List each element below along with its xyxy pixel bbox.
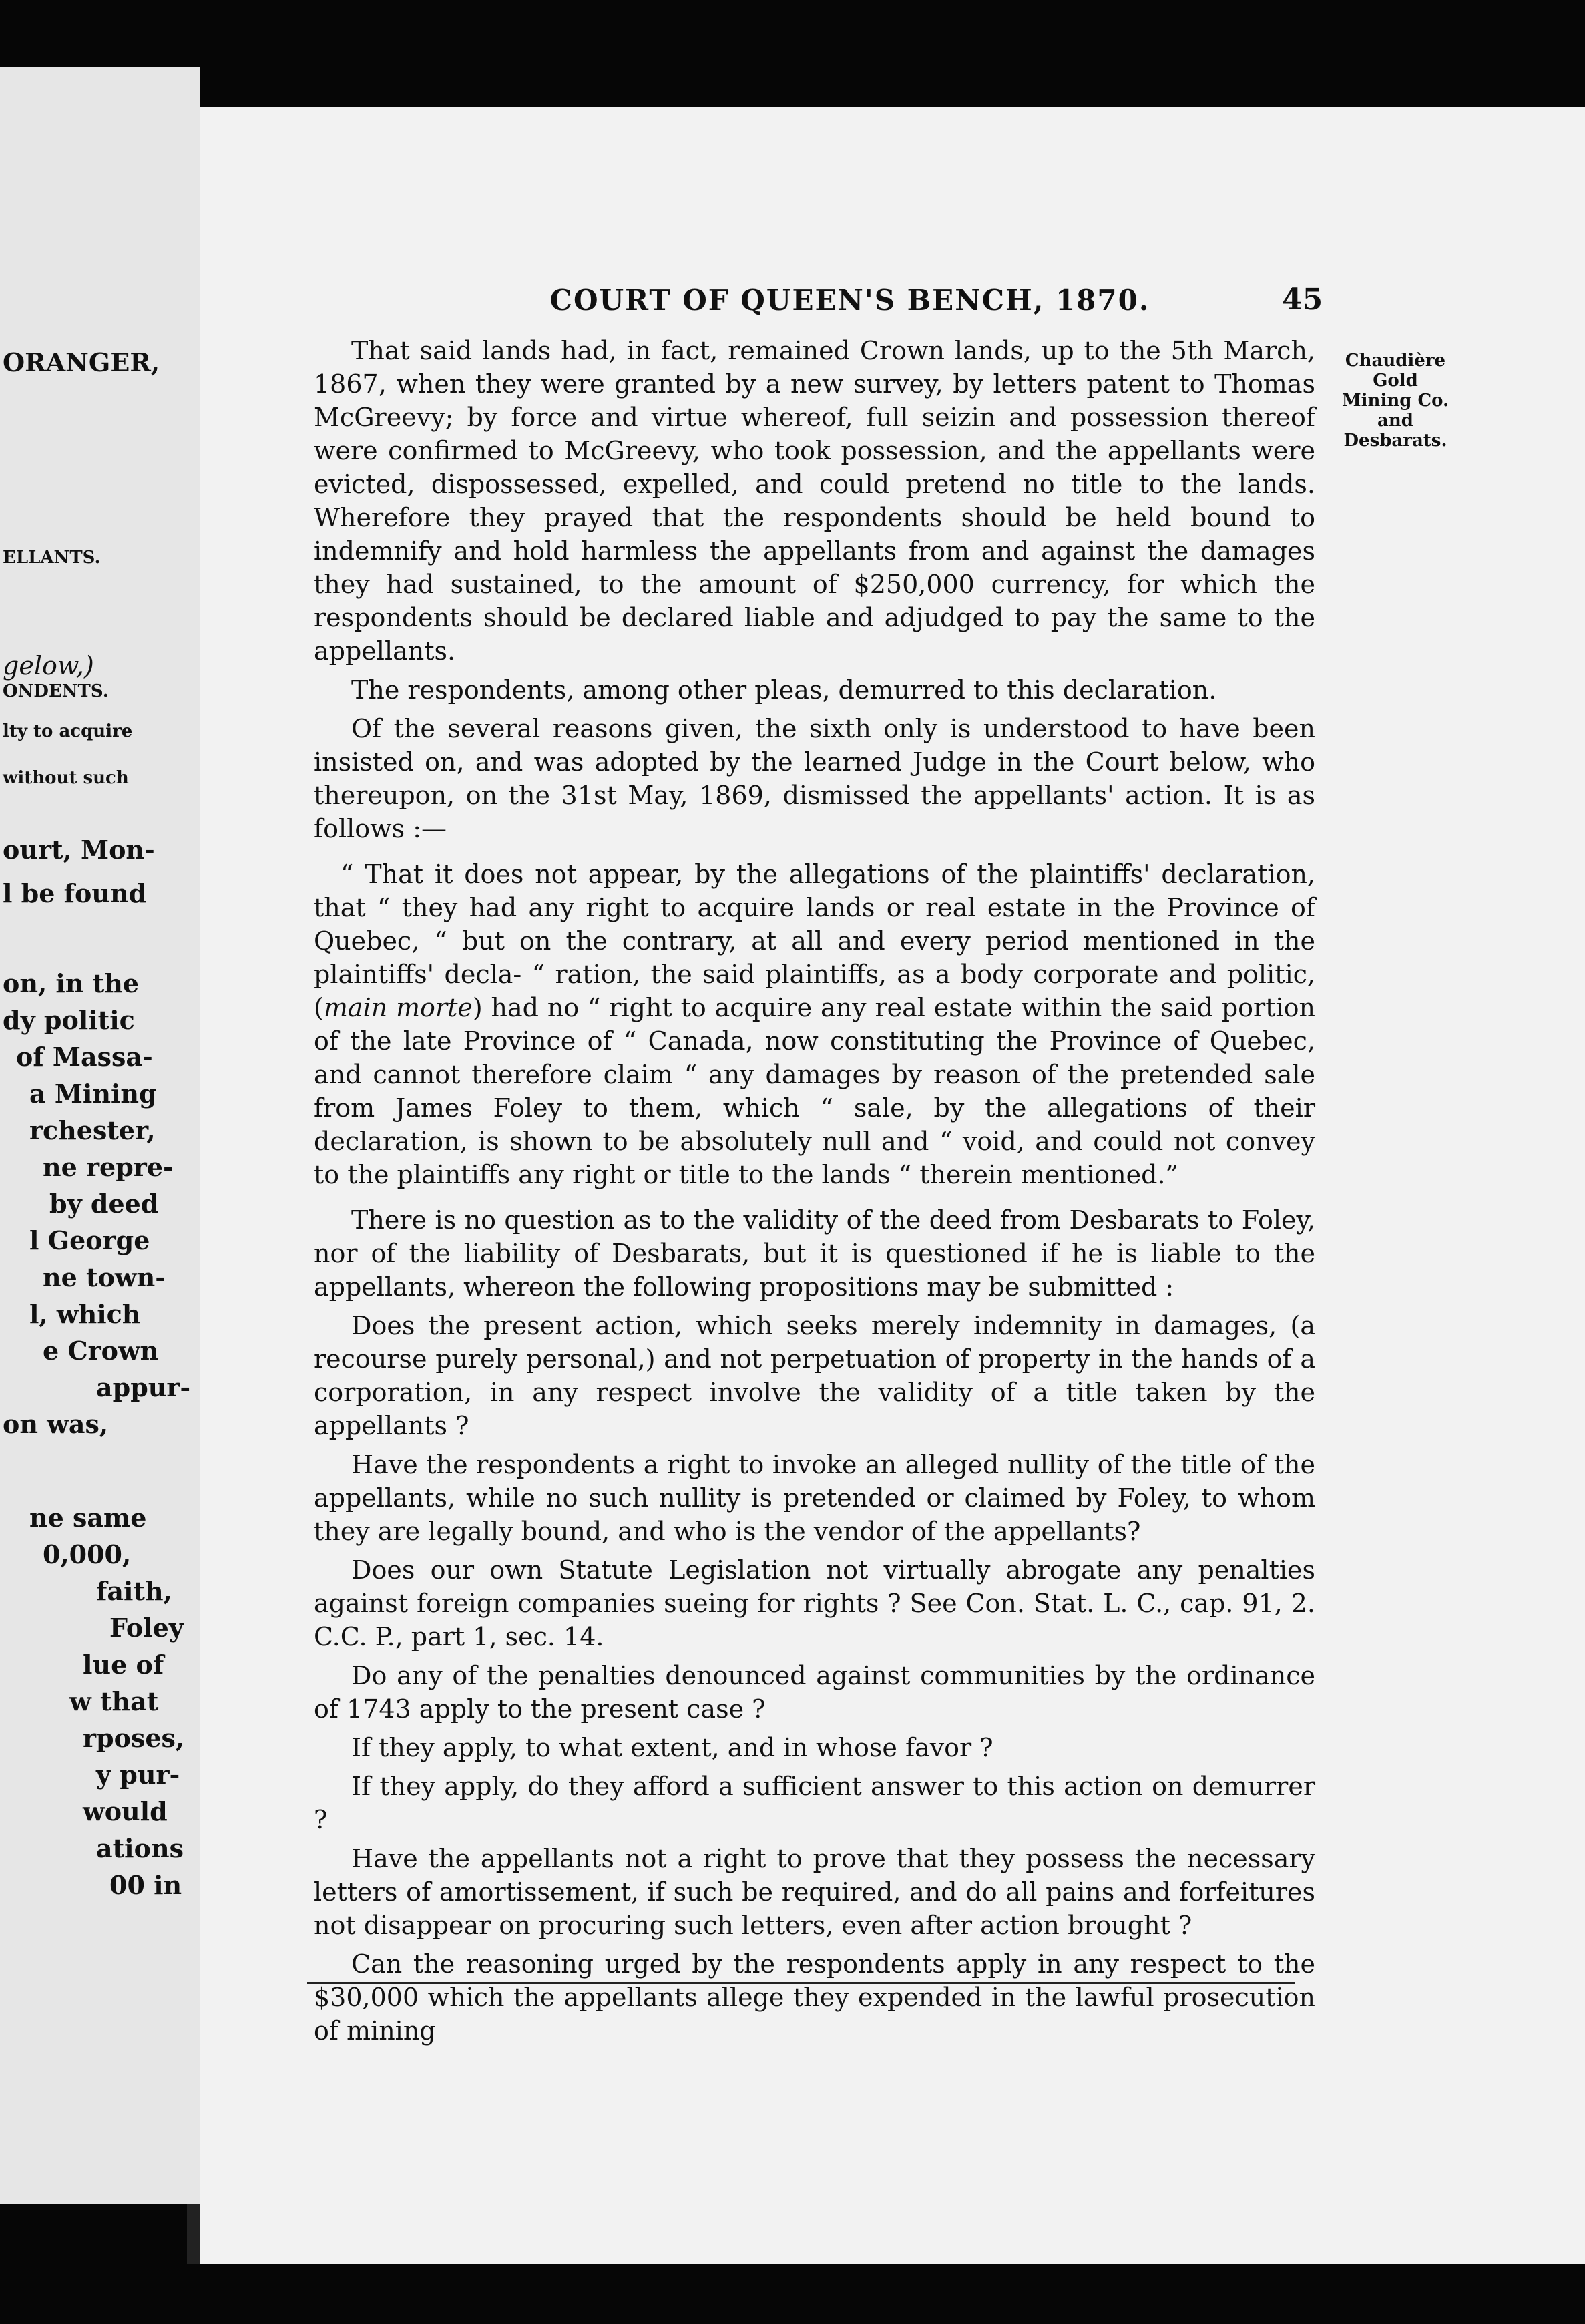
left-page-text: ONDENTS. bbox=[3, 681, 109, 701]
left-page-text: a Mining bbox=[29, 1079, 157, 1109]
left-page-text: y pur- bbox=[96, 1760, 180, 1790]
left-page-text: l be found bbox=[3, 878, 147, 908]
paragraph: Do any of the penalties denounced against communities by the ordinance of 1743 apply to the present case ? bbox=[314, 1661, 1315, 1724]
paragraph: Does the present action, which seeks merely indemnity in damages, (a recourse purely personal,) and not perpetuation of property in the hands of a corporation, in any respect involve the validity of a title taken by the appellants ? bbox=[314, 1311, 1315, 1440]
paragraph: Have the appellants not a right to prove that they possess the necessary letters of amortissement, if such be required, and do all pains and forfeitures not disappear on procuring such letters, even after action brought ? bbox=[314, 1844, 1315, 1940]
page-number: 45 bbox=[1282, 282, 1323, 317]
quote-text: ) had no “ right to acquire any real estate within the said portion of the late Province of “ Canada, now constituting the Province of Quebec, and cannot therefore claim “ any damages by reason of the pretended sale from James Foley to them, which “ sale, by the allegations of their declaration, is shown to be absolutely null and “ void, and could not convey to the plaintiffs any right or title to the lands “ therein mentioned.” bbox=[314, 993, 1315, 1189]
paragraph: Of the several reasons given, the sixth only is understood to have been insisted on, and was adopted by the learned Judge in the Court below, who thereupon, on the 31st May, 1869, dismissed the appellants' action. It is as follows :— bbox=[314, 714, 1315, 843]
quote-text: “ That it does not appear, by the allegations of the plaintiffs' declaration, that “ they had any right to acquire lands or real estate in the Province of Quebec, “ but on the contrary, at all and every period mentioned in the plaintiffs' decla- “ ration, the said plaintiffs, as a body corporate and politic, ( bbox=[314, 859, 1315, 1022]
left-page-text: e Crown bbox=[43, 1336, 159, 1366]
left-page-text: lty to acquire bbox=[3, 721, 133, 741]
paragraph: If they apply, to what extent, and in whose favor ? bbox=[351, 1733, 993, 1762]
left-page-text: ne repre- bbox=[43, 1152, 174, 1182]
left-page-text: l, which bbox=[29, 1299, 141, 1329]
paragraph: The respondents, among other pleas, demurred to this declaration. bbox=[351, 675, 1217, 705]
margin-note-line: Desbarats. bbox=[1343, 431, 1447, 451]
main-page bbox=[200, 107, 1585, 2264]
strike-rule bbox=[307, 1982, 1295, 1984]
left-page-text: Foley bbox=[109, 1613, 184, 1643]
left-page-text: dy politic bbox=[3, 1005, 135, 1035]
margin-note-line: Mining Co. bbox=[1341, 391, 1449, 411]
left-page-text: on, in the bbox=[3, 968, 140, 998]
left-page-text: ne same bbox=[29, 1503, 147, 1533]
left-page-fragment bbox=[0, 67, 200, 2204]
margin-note bbox=[1322, 351, 1469, 451]
left-page-text: gelow,) bbox=[3, 651, 94, 681]
margin-note-line: Chaudière Gold bbox=[1345, 351, 1446, 391]
body-text bbox=[314, 334, 1315, 2053]
left-page-text: ELLANTS. bbox=[3, 548, 101, 568]
paragraph: There is no question as to the validity of the deed from Desbarats to Foley, nor of the liability of Desbarats, but it is questioned if he is liable to the appellants, whereon the following propositions may be submitted : bbox=[314, 1205, 1315, 1302]
left-page-text: would bbox=[83, 1796, 168, 1826]
paragraph: Can the reasoning urged by the respondents apply in any respect to the $30,000 which the appellants allege they expended in the lawful prosecution of mining bbox=[314, 1949, 1315, 2046]
paragraph: If they apply, do they afford a sufficient answer to this action on demurrer ? bbox=[314, 1772, 1315, 1834]
left-page-text: ORANGER, bbox=[3, 347, 160, 377]
left-page-text: faith, bbox=[96, 1576, 172, 1606]
left-page-text: 0,000, bbox=[43, 1539, 132, 1569]
left-page-text: ne town- bbox=[43, 1262, 166, 1292]
left-page-text: lue of bbox=[83, 1650, 164, 1680]
left-page-text: l George bbox=[29, 1225, 150, 1255]
left-page-text: ations bbox=[96, 1833, 184, 1863]
left-page-text: appur- bbox=[96, 1372, 191, 1402]
quote-italic-term: main morte bbox=[323, 993, 473, 1022]
left-page-text: ourt, Mon- bbox=[3, 835, 155, 865]
paragraph: Does our own Statute Legislation not virtually abrogate any penalties against foreign companies sueing for rights ? See Con. Stat. L. C., cap. 91, 2. C.C. P., part 1, sec. 14. bbox=[314, 1555, 1315, 1652]
left-page-text: of Massa- bbox=[16, 1042, 153, 1072]
quoted-judgment bbox=[314, 857, 1315, 1191]
left-page-text: rposes, bbox=[83, 1723, 185, 1753]
left-page-text: 00 in bbox=[109, 1870, 182, 1900]
running-header: COURT OF QUEEN'S BENCH, 1870. bbox=[549, 284, 1150, 317]
left-page-text: on was, bbox=[3, 1409, 109, 1439]
left-page-text: without such bbox=[3, 768, 129, 788]
left-page-text: w that bbox=[69, 1686, 159, 1716]
left-page-text: by deed bbox=[49, 1189, 159, 1219]
left-page-text: rchester, bbox=[29, 1115, 156, 1145]
paragraph: Have the respondents a right to invoke an alleged nullity of the title of the appellants, while no such nullity is pretended or claimed by Foley, to whom they are legally bound, and who is the vendor of the appellants? bbox=[314, 1450, 1315, 1546]
margin-note-line: and bbox=[1377, 411, 1413, 431]
paragraph: That said lands had, in fact, remained Crown lands, up to the 5th March, 1867, when they were granted by a new survey, by letters patent to Thomas McGreevy; by force and virtue whereof, full seizin and possession thereof were confirmed to McGreevy, who took possession, and the appellants were evicted, dispossessed, expelled, and could pretend no title to the lands. Wherefore they prayed that the respondents should be held bound to indemnify and hold harmless the appellants from and against the damages they had sustained, to the amount of $250,000 currency, for which the respondents should be declared liable and adjudged to pay the same to the appellants. bbox=[314, 336, 1315, 666]
